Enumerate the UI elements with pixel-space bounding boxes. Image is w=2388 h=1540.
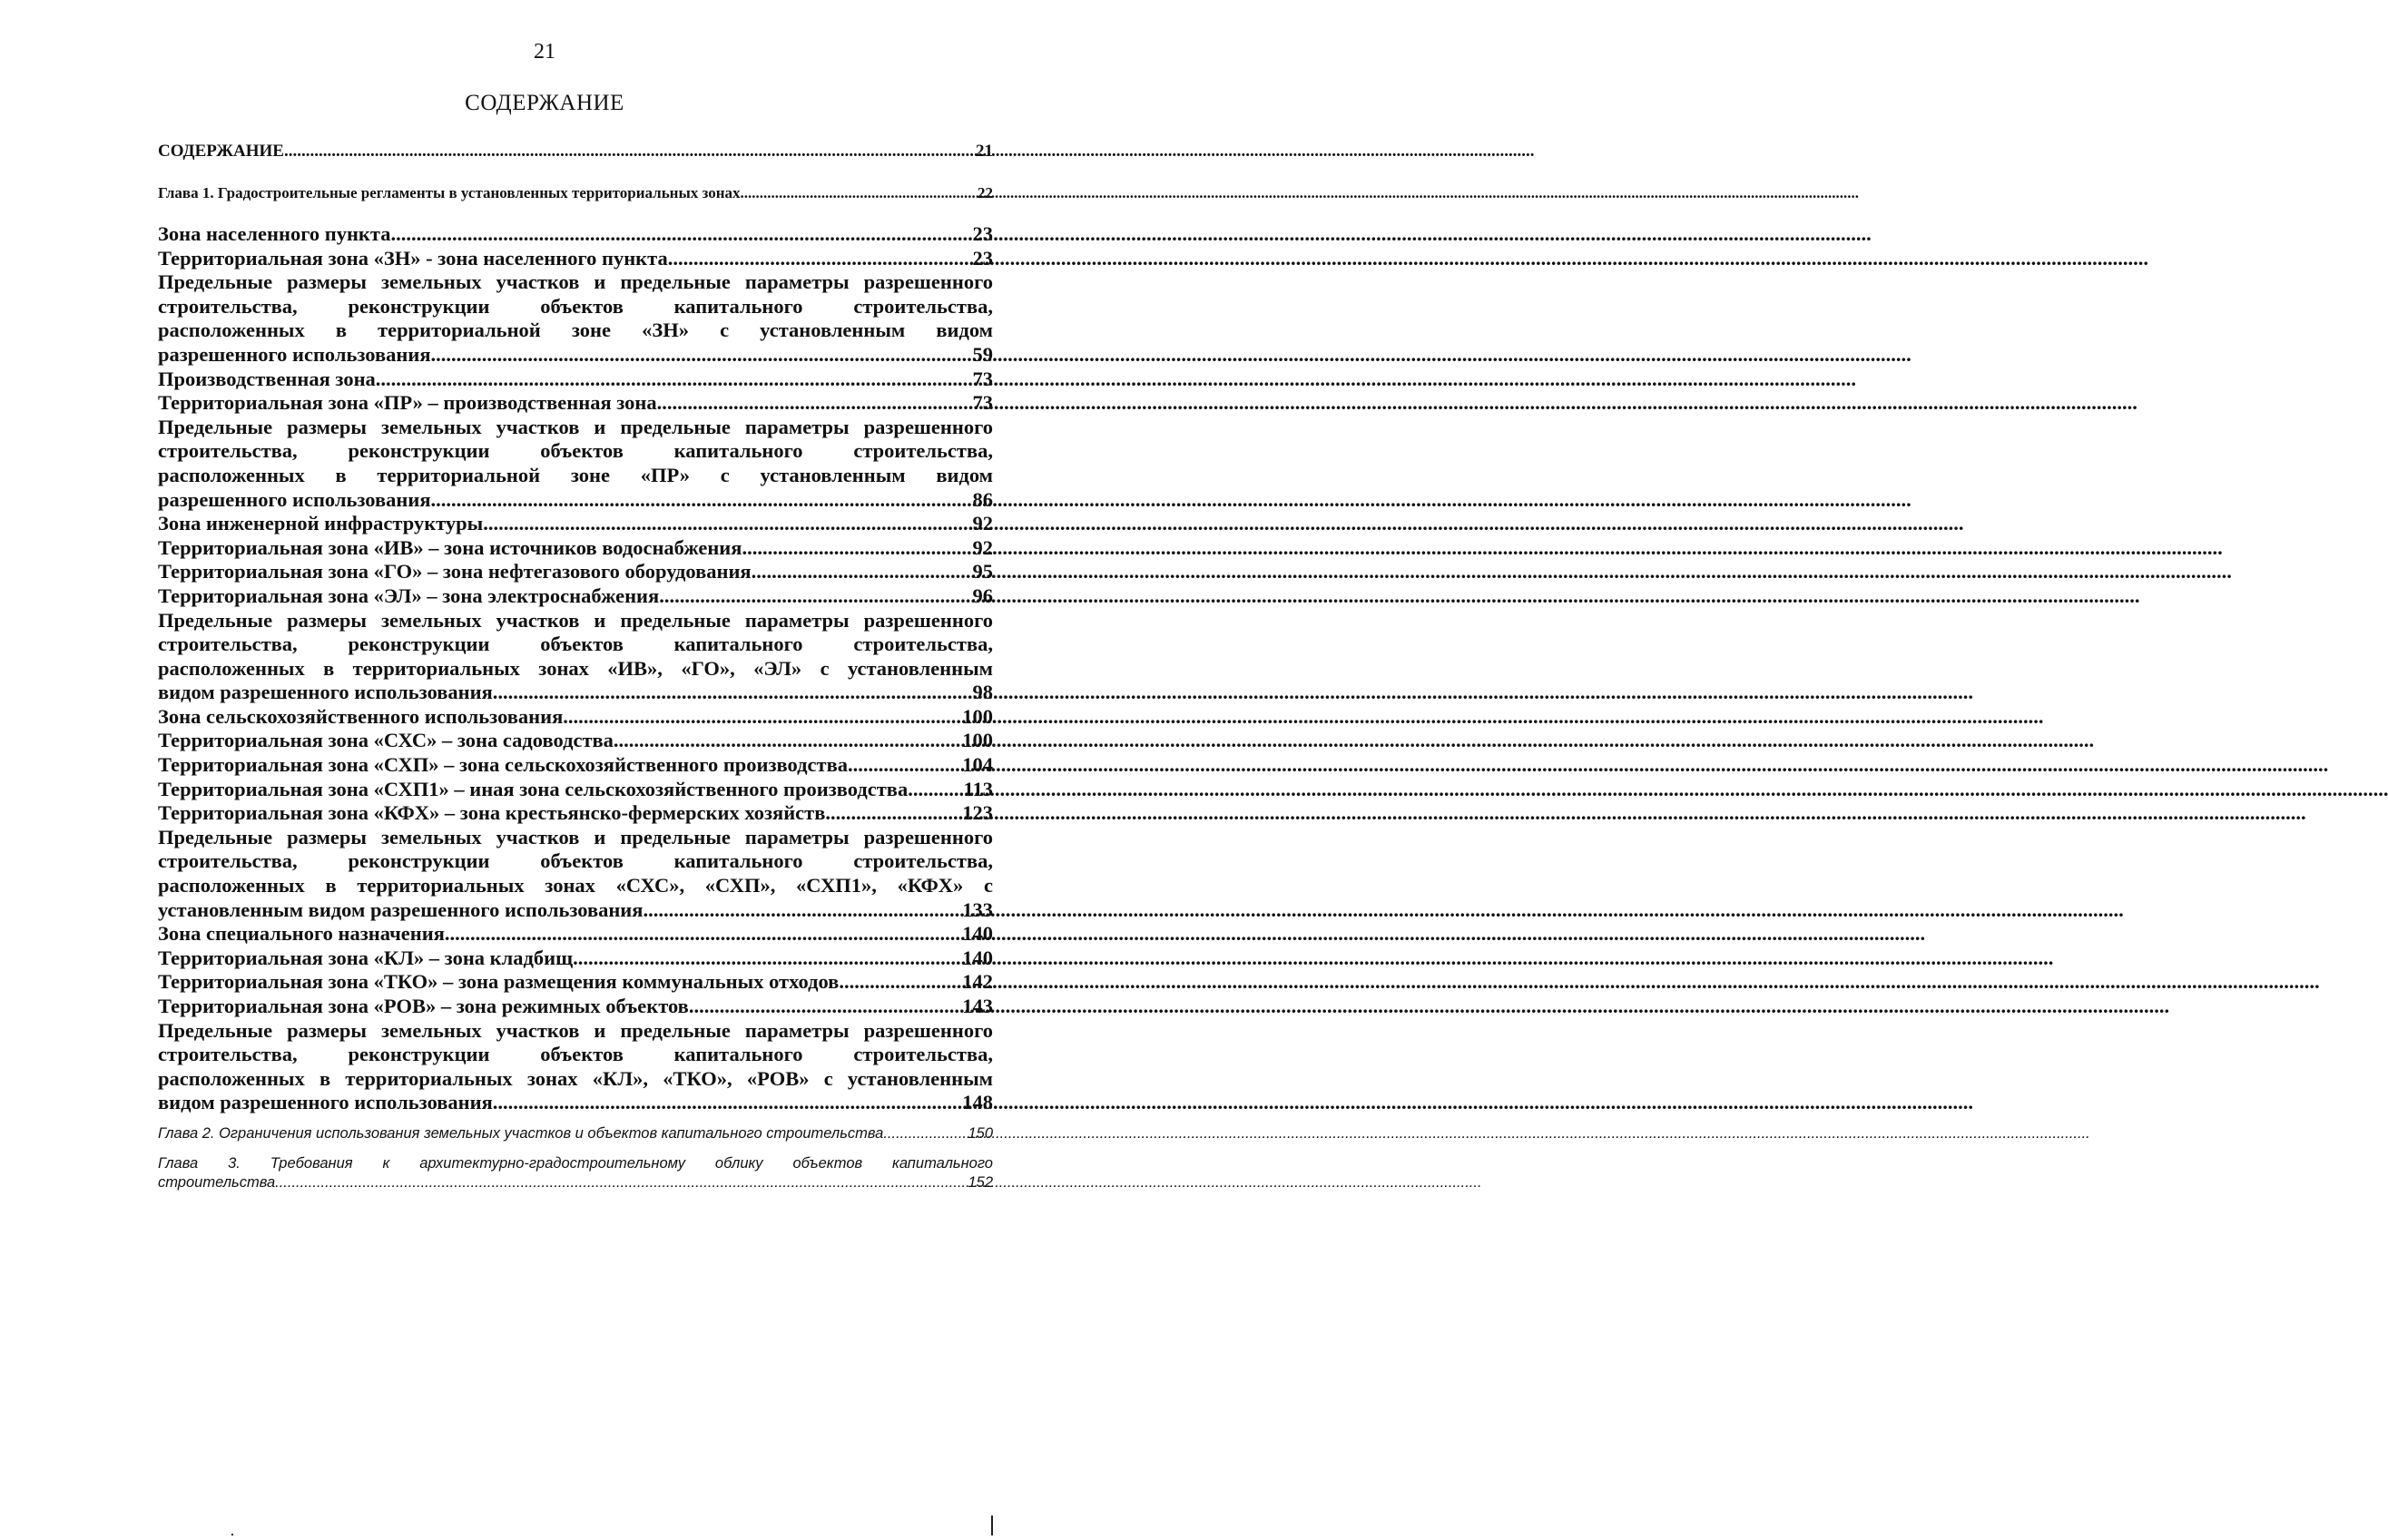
toc-entry-title: Производственная зона — [158, 367, 376, 390]
toc-entry-page: 152 — [968, 1173, 993, 1191]
toc-entry[interactable] — [158, 778, 993, 802]
toc-entry-title: Территориальная зона «СХП» – зона сельскохозяйственного производства — [158, 753, 848, 777]
dot-leader — [659, 584, 970, 609]
toc-entry-title: Территориальная зона «ИВ» – зона источников водоснабжения — [158, 535, 742, 559]
dot-leader — [390, 222, 970, 247]
toc-entry[interactable] — [158, 609, 993, 705]
toc-header-entry[interactable] — [158, 142, 993, 162]
dot-leader — [493, 1091, 960, 1115]
toc-entry-title: Территориальная зона «ПР» – производственная зона — [158, 391, 657, 415]
toc-entry[interactable] — [158, 729, 993, 753]
toc-entry-page: 73 — [972, 367, 993, 390]
toc-entry[interactable] — [158, 753, 993, 778]
toc-entry[interactable] — [158, 947, 993, 971]
toc-entry-title: Зона сельскохозяйственного использования — [158, 704, 564, 728]
toc-entry[interactable] — [158, 270, 993, 367]
toc-entry-page: 21 — [976, 142, 993, 161]
dot-leader — [883, 1124, 966, 1143]
toc-entry-title: Зона инженерной инфраструктуры — [158, 512, 484, 535]
toc-entry-page: 140 — [962, 946, 993, 969]
toc-entry-page: 23 — [972, 222, 993, 245]
dot-leader — [741, 184, 976, 202]
toc-entry-title: видом разрешенного использования — [158, 681, 493, 704]
toc-entry-title: Территориальная зона «ТКО» – зона размещения коммунальных отходов — [158, 970, 840, 994]
dot-leader — [657, 391, 971, 416]
toc-entry-title: Территориальная зона «КЛ» – зона кладбищ — [158, 946, 574, 969]
dot-leader — [483, 512, 970, 536]
dot-leader — [825, 801, 960, 826]
toc-entry[interactable] — [158, 247, 993, 271]
dot-leader — [643, 898, 960, 923]
toc-entry-title: видом разрешенного использования — [158, 1091, 493, 1114]
toc-entry-line: расположенных в территориальной зоне «ПР» с установленным видом — [158, 463, 993, 486]
scan-artifact-dot — [231, 1534, 233, 1535]
toc-entry-line: расположенных в территориальных зонах «ИВ», «ГО», «ЭЛ» с установленным — [158, 656, 993, 680]
toc-entry-line: строительства, реконструкции объектов капитального строительства, — [158, 294, 993, 318]
toc-entry-line: Предельные размеры земельных участков и предельные параметры разрешенного — [158, 825, 993, 848]
toc-entry-title: СОДЕРЖАНИЕ — [158, 142, 284, 161]
toc-entry-title: Территориальная зона «ЗН» - зона населенного пункта — [158, 246, 668, 270]
toc-entry-page: 22 — [978, 184, 993, 201]
dot-leader — [431, 343, 971, 368]
toc-entry-title: Территориальная зона «СХП1» – иная зона сельскохозяйственного производства — [158, 777, 909, 800]
toc-entry-title: Территориальная зона «СХС» – зона садоводства — [158, 729, 614, 752]
toc-entry-page: 140 — [962, 922, 993, 946]
dot-leader — [376, 368, 971, 392]
toc-entry-line: строительства, реконструкции объектов капитального строительства, — [158, 633, 993, 656]
toc-entry-page: 92 — [972, 535, 993, 559]
toc-entry-page: 100 — [962, 704, 993, 728]
toc-entry[interactable] — [158, 584, 993, 609]
toc-entry-title: разрешенного использования — [158, 487, 431, 511]
toc-entry-title: Глава 2. Ограничения использования земельных участков и объектов капитального строительства — [158, 1124, 884, 1142]
table-of-contents — [158, 0, 993, 1192]
toc-entry-page: 59 — [972, 342, 993, 366]
toc-chapter-1[interactable] — [158, 184, 993, 202]
toc-entry-page: 86 — [972, 487, 993, 511]
toc-entry-line: Глава 3. Требования к архитектурно-градостроительному облику объектов капитального — [158, 1154, 993, 1172]
dot-leader — [614, 729, 960, 753]
toc-entry-page: 95 — [972, 560, 993, 584]
dot-leader — [431, 488, 971, 513]
toc-entry-title: Зона специального назначения — [158, 922, 445, 946]
toc-entry-title: Территориальная зона «ГО» – зона нефтегазового оборудования — [158, 560, 752, 584]
toc-entry-line: Предельные размеры земельных участков и предельные параметры разрешенного — [158, 608, 993, 632]
toc-entry[interactable] — [158, 801, 993, 826]
toc-entry[interactable] — [158, 416, 993, 512]
toc-entry-page: 142 — [962, 970, 993, 994]
dot-leader — [689, 995, 960, 1019]
toc-entry[interactable] — [158, 826, 993, 922]
dot-leader — [848, 753, 960, 778]
dot-leader — [275, 1173, 966, 1192]
toc-chapter-2[interactable] — [158, 1124, 993, 1143]
toc-entry-page: 148 — [962, 1091, 993, 1114]
toc-entry-line: расположенных в территориальных зонах «СХС», «СХП», «СХП1», «КФХ» с — [158, 874, 993, 898]
toc-entry[interactable] — [158, 995, 993, 1019]
toc-entry-page: 113 — [963, 777, 993, 800]
toc-entry-page: 123 — [962, 801, 993, 825]
toc-chapter-3[interactable] — [158, 1154, 993, 1192]
dot-leader — [573, 947, 960, 971]
toc-entry-title: Территориальная зона «ЭЛ» – зона электроснабжения — [158, 584, 660, 607]
toc-entry-page: 150 — [968, 1124, 993, 1142]
page-title: СОДЕРЖАНИЕ — [465, 91, 624, 115]
toc-entry-page: 143 — [962, 995, 993, 1017]
toc-entry-title: Территориальная зона «РОВ» – зона режимных объектов — [158, 995, 689, 1017]
toc-entry-title: установленным видом разрешенного использования — [158, 898, 644, 921]
toc-entry-page: 104 — [962, 753, 993, 777]
toc-entry-line: Предельные размеры земельных участков и предельные параметры разрешенного — [158, 270, 993, 294]
toc-entry[interactable] — [158, 536, 993, 561]
dot-leader — [839, 970, 960, 995]
toc-entries-list — [158, 222, 993, 1115]
toc-entry-page: 73 — [972, 391, 993, 415]
dot-leader — [563, 705, 960, 730]
toc-entry-page: 92 — [972, 512, 993, 535]
toc-entry[interactable] — [158, 1019, 993, 1115]
toc-entry-title: разрешенного использования — [158, 342, 431, 366]
toc-entry-line: расположенных в территориальной зоне «ЗН» с установленным видом — [158, 319, 993, 342]
toc-entry[interactable] — [158, 560, 993, 584]
dot-leader — [493, 681, 971, 705]
toc-entry-line: строительства, реконструкции объектов капитального строительства, — [158, 849, 993, 873]
toc-entry[interactable] — [158, 368, 993, 392]
toc-entry-line: строительства, реконструкции объектов капитального строительства, — [158, 1043, 993, 1066]
toc-entry-page: 96 — [972, 584, 993, 607]
toc-entry[interactable] — [158, 970, 993, 995]
dot-leader — [284, 142, 974, 162]
toc-entry[interactable] — [158, 391, 993, 416]
dot-leader — [445, 922, 960, 947]
toc-entry-line: Предельные размеры земельных участков и предельные параметры разрешенного — [158, 415, 993, 438]
toc-entry-line: строительства, реконструкции объектов капитального строительства, — [158, 439, 993, 463]
toc-entry-page: 100 — [962, 729, 993, 752]
toc-entry-title: Зона населенного пункта — [158, 222, 391, 245]
toc-entry-page: 23 — [972, 246, 993, 270]
scan-artifact-mark — [991, 1515, 993, 1535]
toc-entry[interactable] — [158, 222, 993, 247]
toc-entry-page: 98 — [972, 681, 993, 704]
dot-leader — [752, 560, 971, 584]
toc-entry-title: Глава 1. Градостроительные регламенты в установленных территориальных зонах — [158, 184, 741, 201]
toc-entry[interactable] — [158, 705, 993, 730]
dot-leader — [742, 536, 970, 561]
toc-entry-page: 133 — [962, 898, 993, 921]
toc-entry-line: расположенных в территориальных зонах «КЛ», «ТКО», «РОВ» с установленным — [158, 1066, 993, 1090]
toc-entry-title: Территориальная зона «КФХ» – зона крестьянско-фермерских хозяйств — [158, 801, 826, 825]
dot-leader — [668, 247, 971, 271]
toc-entry-title: строительства — [158, 1173, 276, 1191]
dot-leader — [908, 778, 961, 802]
toc-entry[interactable] — [158, 922, 993, 947]
page-number: 21 — [534, 40, 555, 64]
toc-entry[interactable] — [158, 512, 993, 536]
toc-entry-line: Предельные размеры земельных участков и предельные параметры разрешенного — [158, 1018, 993, 1042]
